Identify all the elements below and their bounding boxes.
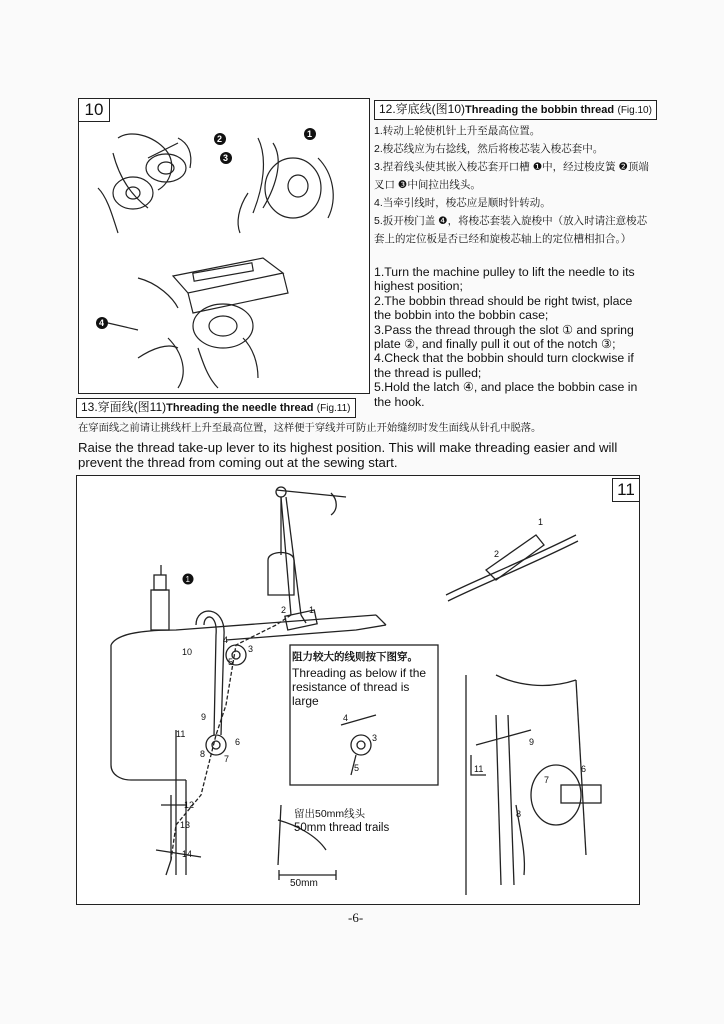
step-en-5: 5.Hold the latch ④, and place the bobbin case in the hook. — [374, 380, 638, 409]
step-en-2: 2.The bobbin thread should be right twist, place the bobbin into the bobbin case; — [374, 293, 633, 323]
fig11-callout-1-dark: 1 — [185, 575, 190, 584]
fig11-callout-3: 3 — [248, 644, 254, 654]
fig11-callout-1: 1 — [309, 605, 315, 615]
inset-callout-4: 4 — [343, 713, 349, 723]
inset-note-en: Threading as below if the resistance of thread is large — [292, 666, 427, 708]
thread-trail-dimension: 50mm — [290, 878, 318, 889]
inset-callout-3: 3 — [372, 733, 378, 743]
fig10-callout-3: 3 — [223, 153, 229, 163]
fig11-callout-8: 8 — [200, 749, 206, 759]
fig11-detail-callout-6: 6 — [581, 764, 587, 774]
step-en-4: 4.Check that the bobbin should turn clockwise if the thread is pulled; — [374, 351, 634, 380]
fig10-callout-2: 2 — [217, 134, 223, 144]
fig11-callout-9: 9 — [201, 712, 207, 722]
fig10-callout-1: 1 — [307, 129, 313, 139]
fig11-detail-callout-9: 9 — [529, 737, 535, 747]
section-13-title-en: Threading the needle thread — [166, 402, 314, 414]
section-13-title-cn: 13.穿面线(图11) — [81, 400, 167, 414]
figure-11-number: 11 — [612, 478, 640, 502]
inset-note — [292, 650, 432, 708]
step-en-1: 1.Turn the machine pulley to lift the needle to its highest position; — [374, 265, 635, 294]
step-cn-2: 2.梭芯线应为右捻线，然后将梭芯装入梭芯套中。 — [374, 143, 604, 155]
section-13-intro-cn: 在穿面线之前请让挑线杆上升至最高位置，这样便于穿线并可防止开始缝纫时发生面线从针孔中脱落。 — [78, 423, 542, 434]
step-en-3: 3.Pass the thread through the slot ① and spring plate ②, and finally pull it out of the notch ③; — [374, 322, 634, 352]
fig11-callout-12: 12 — [184, 800, 195, 810]
thread-trail-en: 50mm thread trails — [294, 822, 390, 834]
page-number: -6- — [348, 910, 364, 925]
section-12-heading — [374, 100, 657, 120]
figure-10-illustration — [78, 98, 370, 394]
inset-note-cn: 阻力较大的线则按下图穿。 — [292, 651, 418, 663]
fig11-detail-callout-7: 7 — [544, 775, 550, 785]
section-12-title-cn: 12.穿底线(图10) — [379, 102, 466, 116]
fig11-callout-7: 7 — [224, 754, 230, 764]
section-13-title-ref: (Fig.11) — [316, 403, 351, 414]
fig11-detail-callout-1: 1 — [538, 517, 544, 527]
fig11-callout-4: 4 — [223, 635, 229, 645]
figure-10-number: 10 — [78, 98, 110, 122]
fig11-callout-14: 14 — [182, 849, 193, 859]
fig11-callout-6: 6 — [235, 737, 241, 747]
fig11-callout-11: 11 — [176, 729, 186, 739]
step-cn-5: 5.扳开梭门盖 ❹，将梭芯套装入旋梭中（放入时请注意梭芯套上的定位板是否已经和旋梭芯轴上的定位槽相扣合。） — [374, 215, 648, 245]
section-12-title-ref: (Fig.10) — [617, 105, 652, 116]
inset-callout-5: 5 — [354, 763, 360, 773]
section-12-title-en: Threading the bobbin thread — [465, 104, 615, 116]
thread-trail-cn: 留出50mm线头 — [294, 808, 366, 820]
fig11-callout-13: 13 — [180, 820, 191, 830]
fig10-callout-4: 4 — [99, 318, 105, 328]
section-12-steps-en — [374, 265, 652, 409]
fig11-callout-5: 5 — [228, 657, 234, 667]
section-12-steps-cn — [374, 122, 654, 248]
section-13-intro-en: Raise the thread take-up lever to its highest position. This will make threading easier and will prevent the thread from coming out at the sewing start. — [78, 440, 618, 470]
fig11-detail-callout-8: 8 — [516, 809, 522, 819]
step-cn-3: 3.捏着线头使其嵌入梭芯套开口槽 ❶中，经过梭皮簧 ❷顶端叉口 ❸中间拉出线头。 — [374, 161, 649, 191]
fig11-detail-callout-11: 11 — [474, 764, 484, 774]
step-cn-4: 4.当牵引线时，梭芯应是顺时针转动。 — [374, 197, 551, 209]
fig11-detail-callout-2: 2 — [494, 549, 500, 559]
step-cn-1: 1.转动上轮使机针上升至最高位置。 — [374, 125, 541, 137]
section-13-heading — [76, 398, 356, 418]
fig11-callout-10: 10 — [182, 647, 193, 657]
fig11-callout-2: 2 — [281, 605, 287, 615]
